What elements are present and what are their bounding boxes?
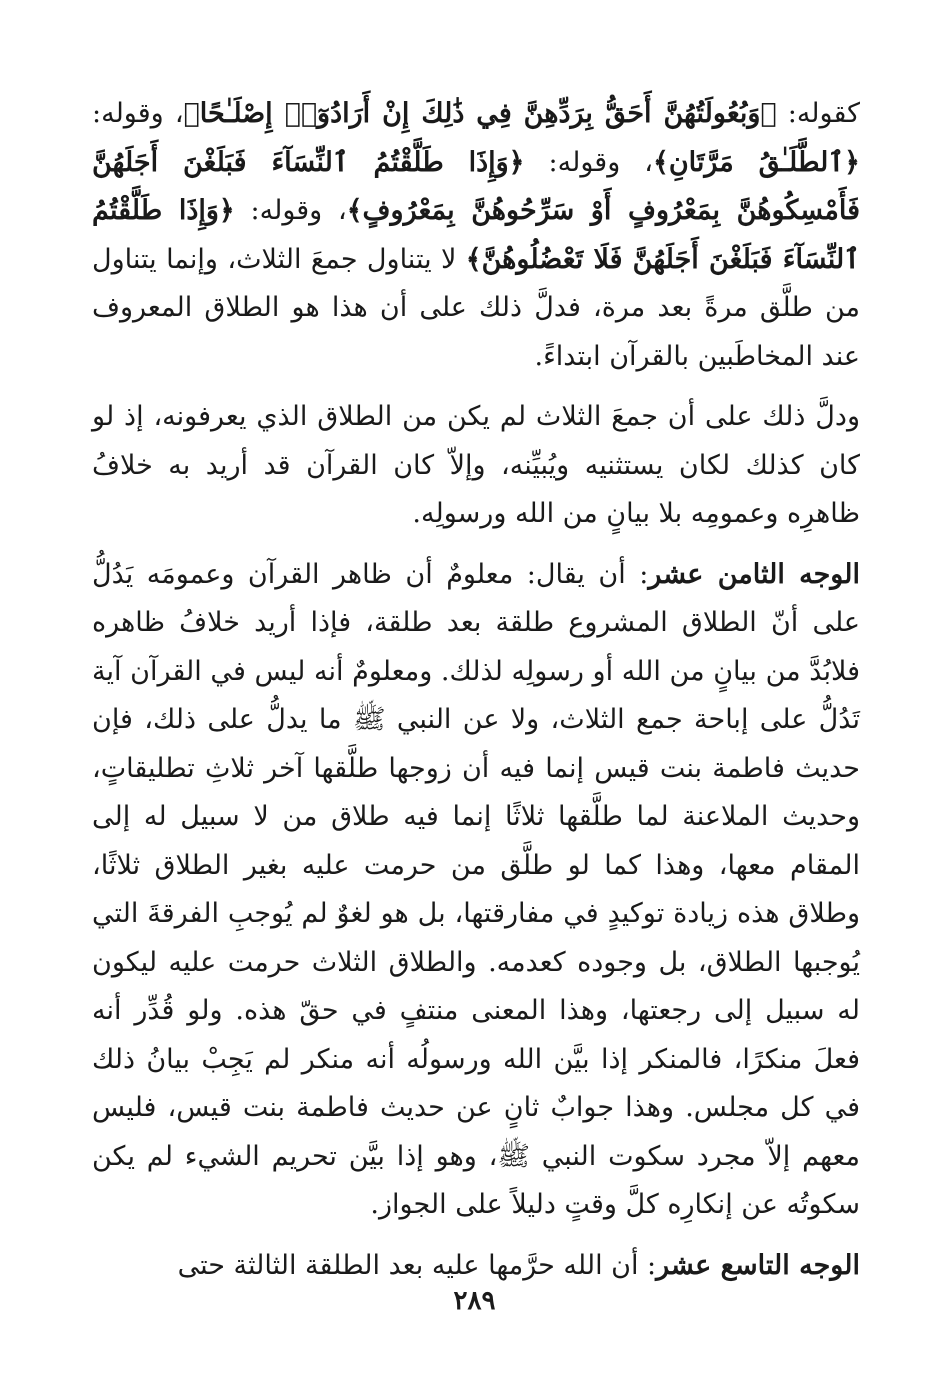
quran-verse: ﴿وَبُعُولَتُهُنَّ أَحَقُّ بِرَدِّهِنَّ فِي ذَٰلِكَ إِنْ أَرَادُوٓا۟ إِصْلَـٰحًا﴾ xyxy=(183,98,777,129)
paragraph xyxy=(92,90,860,381)
section-heading: الوجه الثامن عشر xyxy=(648,558,860,590)
text-run: لا يتناول جمعَ الثلاث، وإنما يتناول من طلَّق مرةً بعد مرة، فدلَّ ذلك على أن هذا هو الطلاق المعروف عند المخاطَبين بالقرآن ابتداءً. xyxy=(92,243,860,372)
text-run: ، وقوله: xyxy=(234,195,347,226)
paragraph xyxy=(92,1242,860,1291)
text-run: ودلَّ ذلك على أن جمعَ الثلاث لم يكن من الطلاق الذي يعرفونه، إذ لو كان كذلك لكان يستثنيه ويُبيِّنه، وإلاّ كان القرآن قد أريد به خلافُ ظاهرِه وعمومِه بلا بيانٍ من الله ورسولِه. xyxy=(92,401,860,529)
text-run: كقوله: xyxy=(776,98,860,129)
paragraph xyxy=(92,551,860,1230)
text-run: ، وقوله: xyxy=(92,98,184,129)
paragraph xyxy=(92,393,860,539)
quran-verse: ﴿ٱلطَّلَـٰقُ مَرَّتَانِ﴾ xyxy=(653,146,861,178)
text-run: : أن يقال: معلومٌ أن ظاهر القرآن وعمومَه يَدُلُّ على أنّ الطلاق المشروع طلقة بعد طلقة، فإذا أريد خلافُ ظاهره فلابُدَّ من بيانٍ من الله أو رسولِه لذلك. ومعلومٌ أنه ليس في القرآن آية تَدُلُّ على إباحة جمع الثلاث، ولا عن النبي ﷺ ما يدلُّ على ذلك، فإن حديث فاطمة بنت قيس إنما فيه أن زوجها طلَّقها آخر ثلاثِ تطليقاتٍ، وحديث الملاعنة لما طلَّقها ثلاثًا إنما فيه طلاق من لا سبيل له إلى المقام معها، وهذا كما لو طلَّق من حرمت عليه بغير الطلاق ثلاثًا، وطلاق هذه زيادة توكيدٍ في مفارقتها، بل هو لغوٌ لم يُوجبِ الفرقةَ التي يُوجبها الطلاق، بل وجوده كعدمه. والطلاق الثلاث حرمت عليه ليكون له سبيل إلى رجعتها، وهذا المعنى منتفٍ في حقّ هذه. ولو قُدِّر أنه فعلَ منكرًا، فالمنكر إذا بيَّن الله ورسولُه أنه منكر لم يَجِبْ بيانُ ذلك في كل مجلس. وهذا جوابٌ ثانٍ عن حديث فاطمة بنت قيس، فليس معهم إلاّ مجرد سكوت النبي ﷺ، وهو إذا بيَّن تحريم الشيء لم يكن سكوتُه عن إنكارِه كلَّ وقتٍ دليلاً على الجواز. xyxy=(92,558,860,1220)
text-run: ، وقوله: xyxy=(524,146,653,178)
quran-verse: ﴿وَإِذَا طَلَّقْتُمُ ٱلنِّسَآءَ فَبَلَغْنَ أَجَلَهُنَّ فَأَمْسِكُوهُنَّ بِمَعْرُوفٍ أَوْ سَرِّحُوهُنَّ بِمَعْرُوفٍ﴾ xyxy=(92,146,860,226)
section-heading: الوجه التاسع عشر xyxy=(656,1249,860,1281)
page-number: ٢٨٩ xyxy=(453,1286,496,1316)
quran-verse: ﴿وَإِذَا طَلَّقْتُمُ ٱلنِّسَآءَ فَبَلَغْنَ أَجَلَهُنَّ فَلَا تَعْضُلُوهُنَّ﴾ xyxy=(92,195,860,275)
text-run: : أن الله حرَّمها عليه بعد الطلقة الثالثة حتى xyxy=(177,1249,657,1281)
body-text xyxy=(92,90,860,1290)
